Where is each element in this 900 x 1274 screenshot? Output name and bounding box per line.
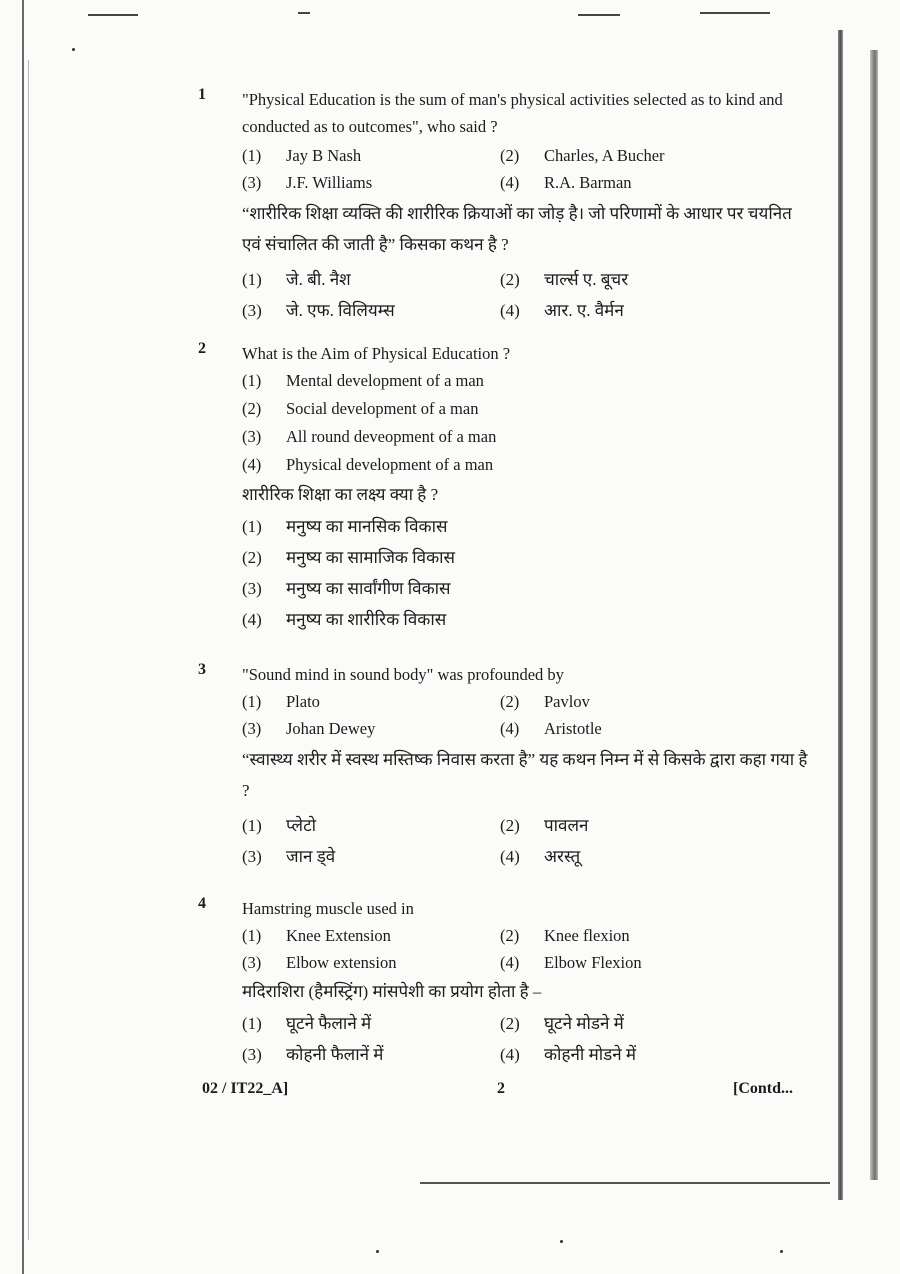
question-stem-en: What is the Aim of Physical Education ?	[242, 344, 511, 363]
question-number: 3	[198, 661, 206, 678]
question-stem-en: "Physical Education is the sum of man's physical activities selected as to kind and conducted as to outcomes", who said ?	[242, 90, 783, 136]
question-number: 1	[198, 86, 206, 103]
question-stem-hi: मदिराशिरा (हैमस्ट्रिंग) मांसपेशी का प्रयोग होता है –	[242, 982, 542, 1001]
option: (2) Social development of a man	[242, 399, 479, 418]
option: (2) मनुष्य का सामाजिक विकास	[242, 548, 456, 567]
scan-edge-left-faint	[28, 60, 29, 1240]
option: (2) चार्ल्स ए. बूचर	[500, 270, 629, 289]
question-stem-hi: शारीरिक शिक्षा का लक्ष्य क्या है ?	[242, 485, 439, 504]
scan-mark	[578, 14, 620, 16]
option: (4) R.A. Barman	[500, 173, 632, 192]
option: (3) J.F. Williams	[242, 173, 373, 192]
option: (1) Jay B Nash	[242, 146, 362, 165]
option: (3) कोहनी फैलानें में	[242, 1045, 384, 1064]
option: (1) घूटने फैलाने में	[242, 1014, 372, 1033]
options-en	[242, 367, 808, 479]
scan-mark	[700, 12, 770, 14]
option: (3) जान ड्वे	[242, 847, 336, 866]
question-stem-hi: “स्वास्थ्य शरीर में स्वस्थ मस्तिष्क निवास करता है” यह कथन निम्न में से किसके द्वारा कहा गया है ?	[242, 750, 808, 800]
footer-continued: [Contd...	[733, 1080, 794, 1097]
option: (4) Physical development of a man	[242, 455, 494, 474]
question-stem-hi: “शारीरिक शिक्षा व्यक्ति की शारीरिक क्रियाओं का जोड़ है। जो परिणामों के आधार पर चयनित एवं संचालित की जाती है” किसका कथन है ?	[242, 204, 792, 254]
option: (3) मनुष्य का सार्वांगीण विकास	[242, 579, 451, 598]
scan-edge-right	[838, 30, 843, 1200]
scan-mark	[88, 14, 138, 16]
option: (4) अरस्तू	[500, 847, 581, 866]
option: (4) कोहनी मोडने में	[500, 1045, 637, 1064]
option: (4) मनुष्य का शारीरिक विकास	[242, 610, 447, 629]
option: (3) Johan Dewey	[242, 719, 376, 738]
option: (1) Knee Extension	[242, 926, 391, 945]
scan-rule-bottom	[420, 1182, 830, 1184]
scan-mark	[298, 12, 310, 14]
option: (1) मनुष्य का मानसिक विकास	[242, 517, 448, 536]
option: (3) जे. एफ. विलियम्स	[242, 301, 395, 320]
option: (2) Pavlov	[500, 692, 590, 711]
scan-edge-left	[22, 0, 24, 1274]
question-number: 4	[198, 895, 206, 912]
scan-speck	[376, 1250, 379, 1253]
question-stem-en: Hamstring muscle used in	[242, 899, 414, 918]
options-en	[242, 922, 808, 976]
options-hi	[242, 264, 808, 326]
question-number: 2	[198, 340, 206, 357]
options-en	[242, 688, 808, 742]
option: (2) घूटने मोडने में	[500, 1014, 624, 1033]
option: (4) Aristotle	[500, 719, 602, 738]
option: (1) Plato	[242, 692, 320, 711]
option: (2) पावलन	[500, 816, 589, 835]
options-hi	[242, 1008, 808, 1070]
option: (4) आर. ए. वैर्मन	[500, 301, 624, 320]
scan-edge-right-outer	[870, 50, 878, 1180]
option: (3) All round deveopment of a man	[242, 427, 497, 446]
options-hi	[242, 810, 808, 872]
scan-speck	[72, 48, 75, 51]
option: (1) प्लेटो	[242, 816, 317, 835]
option: (1) Mental development of a man	[242, 371, 484, 390]
options-hi	[242, 511, 808, 635]
footer-page-number: 2	[497, 1080, 505, 1097]
scan-speck	[780, 1250, 783, 1253]
option: (3) Elbow extension	[242, 953, 397, 972]
option: (4) Elbow Flexion	[500, 953, 642, 972]
scan-speck	[560, 1240, 563, 1243]
option: (2) Charles, A Bucher	[500, 146, 665, 165]
question-stem-en: "Sound mind in sound body" was profounded by	[242, 665, 564, 684]
option: (1) जे. बी. नैश	[242, 270, 351, 289]
option: (2) Knee flexion	[500, 926, 630, 945]
options-en	[242, 142, 808, 196]
footer-paper-code: 02 / IT22_A]	[202, 1080, 289, 1097]
